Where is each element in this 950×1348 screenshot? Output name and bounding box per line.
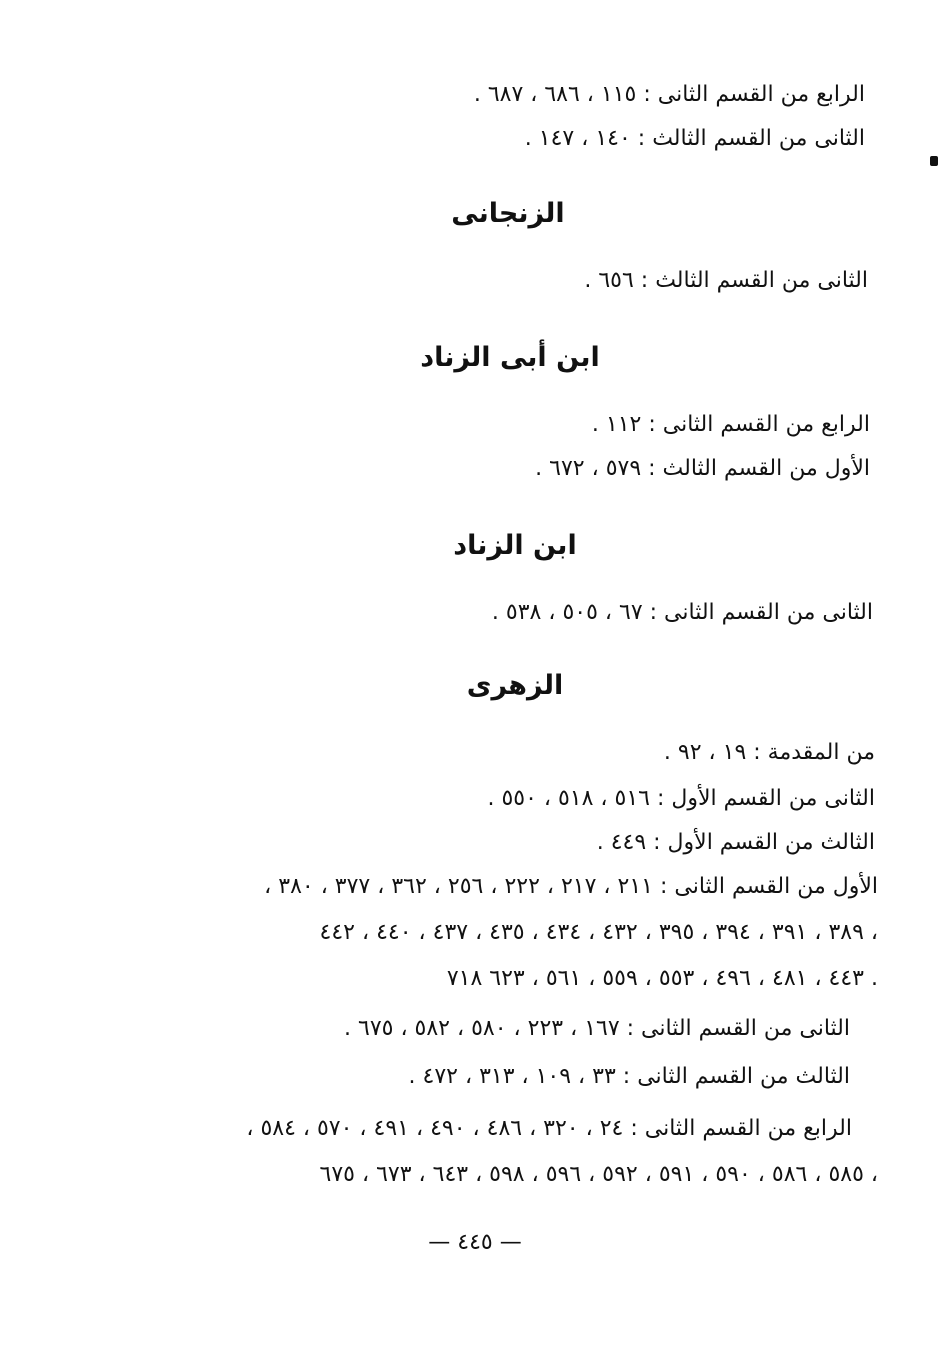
section-heading: ابن أبى الزناد — [420, 342, 600, 373]
index-line: ٤٤٣ ، ٤٨١ ، ٤٩٦ ، ٥٥٣ ، ٥٥٩ ، ٥٦١ ، ٦٢٣ ٧١٨ . — [446, 966, 878, 991]
index-line: الثانى من القسم الأول : ٥١٦ ، ٥١٨ ، ٥٥٠ . — [487, 786, 875, 811]
index-line: الثانى من القسم الثالث : ١٤٠ ، ١٤٧ . — [524, 126, 865, 151]
index-line: ٥٨٥ ، ٥٨٦ ، ٥٩٠ ، ٥٩١ ، ٥٩٢ ، ٥٩٦ ، ٥٩٨ ، ٦٤٣ ، ٦٧٣ ، ٦٧٥ ، — [319, 1162, 878, 1187]
page-number: — ٤٤٥ — — [428, 1230, 522, 1255]
index-line: ٣٨٩ ، ٣٩١ ، ٣٩٤ ، ٣٩٥ ، ٤٣٢ ، ٤٣٤ ، ٤٣٥ ، ٤٣٧ ، ٤٤٠ ، ٤٤٢ ، — [319, 920, 878, 945]
index-line: الثانى من القسم الثانى : ٦٧ ، ٥٠٥ ، ٥٣٨ . — [491, 600, 873, 625]
index-line: الرابع من القسم الثانى : ١١٢ . — [591, 412, 870, 437]
index-line: الرابع من القسم الثانى : ٢٤ ، ٣٢٠ ، ٤٨٦ ، ٤٩٠ ، ٤٩١ ، ٥٧٠ ، ٥٨٤ ، — [246, 1116, 852, 1141]
index-line: الرابع من القسم الثانى : ١١٥ ، ٦٨٦ ، ٦٨٧ . — [473, 82, 865, 107]
index-line: الثالث من القسم الأول : ٤٤٩ . — [596, 830, 875, 855]
index-line: الأول من القسم الثانى : ٢١١ ، ٢١٧ ، ٢٢٢ ، ٢٥٦ ، ٣٦٢ ، ٣٧٧ ، ٣٨٠ ، — [264, 874, 878, 899]
index-line: من المقدمة : ١٩ ، ٩٢ . — [663, 740, 875, 765]
margin-mark — [930, 156, 938, 166]
index-line: الثالث من القسم الثانى : ٣٣ ، ١٠٩ ، ٣١٣ ، ٤٧٢ . — [408, 1064, 850, 1089]
index-line: الثانى من القسم الثالث : ٦٥٦ . — [584, 268, 868, 293]
index-line: الأول من القسم الثالث : ٥٧٩ ، ٦٧٢ . — [535, 456, 870, 481]
index-line: الثانى من القسم الثانى : ١٦٧ ، ٢٢٣ ، ٥٨٠ ، ٥٨٢ ، ٦٧٥ . — [344, 1016, 850, 1041]
section-heading: ابن الزناد — [453, 530, 577, 561]
section-heading: الزنجانى — [451, 198, 565, 229]
section-heading: الزهرى — [466, 670, 564, 701]
